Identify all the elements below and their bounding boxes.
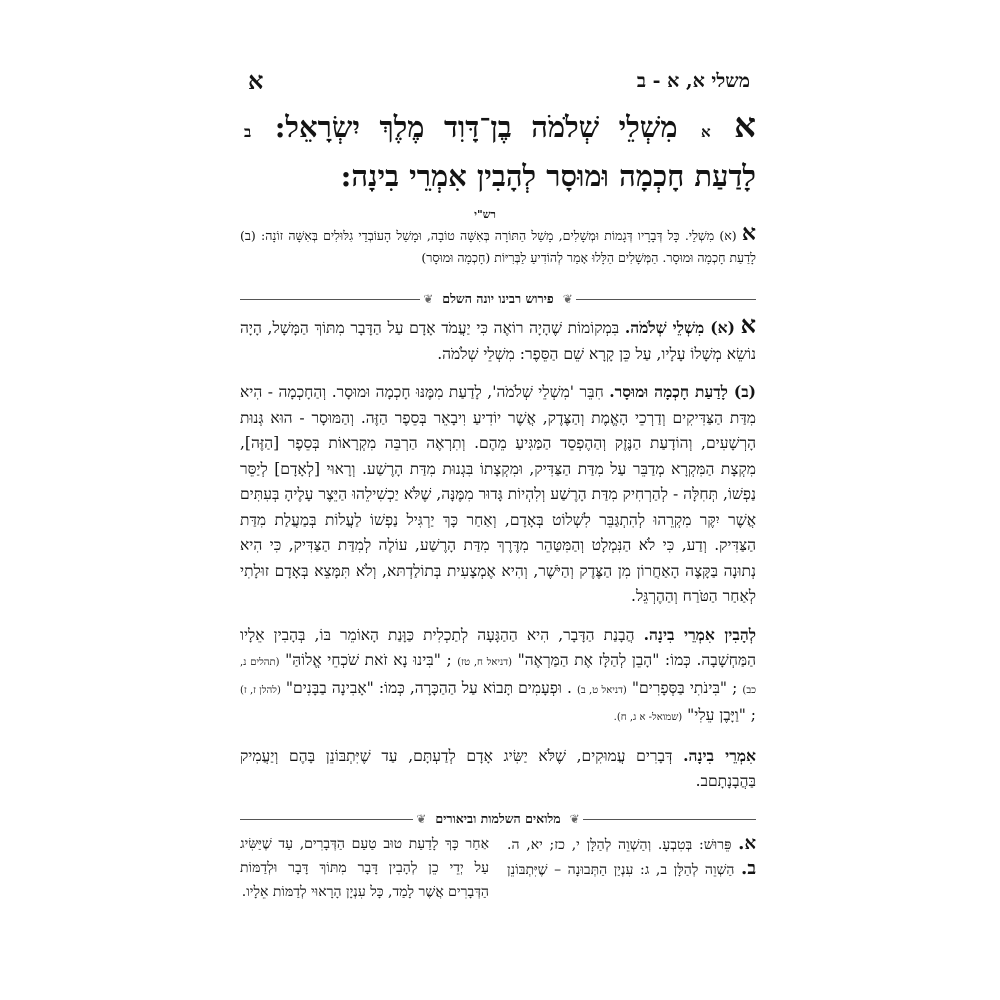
paragraph-text: ; "וַיָּבֶן עֵלִי"	[687, 706, 756, 724]
source-citation: (דניאל ט, ב)	[576, 684, 627, 696]
yona-paragraph-3	[240, 622, 756, 731]
page-letter: א	[248, 66, 264, 95]
notes-section-title: מלואים השלמות וביאורים	[429, 811, 566, 827]
verse-2-marker: ב	[244, 123, 252, 141]
verse-block	[240, 104, 756, 198]
source-citation: (תהלים נ, כב)	[240, 657, 757, 696]
ornament-icon: ❦	[562, 292, 573, 306]
source-citation: (להלן ז, ז)	[240, 684, 281, 696]
verse-1-marker: א	[701, 123, 711, 141]
rashi-text: (א) מִשְׁלֵי. כָּל דְּבָרָיו דְּגָמוֹת וּמְשָׁלִים, מָשַׁל הַתּוֹרָה בְּאִשָּׁה טוֹבָה, וּמָשַׁל הָעוֹבְדֵי גִלּוּלִים בְּאִשָּׁה זוֹנָה: (ב) לָדַעַת חָכְמָה וּמוּסָר. הַמְּשָׁלִים הַלָּלוּ אָמַר לְהוֹדִיעַ לַבְּרִיּוֹת (חָכְמָה וּמוּסָר)	[240, 228, 756, 265]
yona-paragraph-1	[240, 312, 756, 367]
verse-2-text: לָדַעַת חָכְמָה וּמוּסָר לְהָבִין אִמְרֵי בִינָה:	[340, 159, 756, 193]
paragraph-text: ; "בִּינֹתִי בַּסְּפָרִים"	[631, 678, 738, 697]
paragraph-text: הֲבָנַת הַדָּבָר, הִיא הַהַגָּעָה לְתַכְלִית כַּוָּנַת הָאוֹמֵר בּוֹ, בְּהָבִין אֵלָיו הַמַּחְשָׁבָה. כְּמוֹ: "הָבֵן לְהַלָּז אֶת הַמַּרְאֶה"	[240, 625, 757, 669]
divider-line	[583, 819, 756, 820]
yona-paragraph-4	[240, 743, 756, 795]
notes-block	[240, 832, 756, 904]
note-a-text: פֵּרוּשׁ: בְּטִבְעָ. וְהַשְׁוֵה לְהַלָּן י, כז; יא, ה.	[507, 837, 732, 853]
chapter-letter: א	[734, 106, 756, 146]
yona-chapter-letter: א	[740, 310, 756, 339]
dibbur-hamatchil: (ב) לָדַעַת חָכְמָה וּמוּסָר.	[609, 382, 757, 401]
paragraph-text: דְּבָרִים עֲמוּקִים, שֶׁלֹּא יַשִּׂיג אָדָם לְדַעְתָּם, עַד שֶׁיִּתְבּוֹנֵן בָּהֶם וְיַעֲמִיק בַּהֲבָנָתָםב.	[240, 746, 756, 790]
paragraph-text: חִבֵּר 'מִשְׁלֵי שְׁלֹמֹה', לָדַעַת מִמֶּנּוּ חָכְמָה וּמוּסָר. וְהַחָכְמָה - הִיא מִדַּת הַצַּדִּיקִים וְדַרְכֵי הָאֱמֶת וְהַצֶּדֶק, אֲשֶׁר יוֹדִיעַ וִיבָאֵר בְּסֵפֶר הַזֶּה. וְהַמּוּסָר - הוּא גְּנוּת הָרְשָׁעִים, וְהוֹדָעַת הַנֶּזֶק וְהַהֶפְסֵד הַמַּגִּיעַ מֵהֶם. וְתִרְאֶה הַרְבֵּה מִקְרָאוֹת בְּסֵפֶר [הַזֶּה], מִקְצָת הַמִּקְרָא מְדַבֵּר עַל מִדַּת הַצַּדִּיק, וּמִקְצָתוֹ בִּגְנוּת מִדַּת הָרֶשַׁע. וְרָאוּי [לְאָדָם] לְיַסֵּר נַפְשׁוֹ, תְּחִלָּה - לְהַרְחִיק מִדַּת הָרֶשַׁע וְלִהְיוֹת גָּדוּר מִמֶּנָּה, שֶׁלֹּא יַכְשִׁילֵהוּ הַיֵּצֶר עָלֶיהָ בְּעִתִּים אֲשֶׁר יִקֶּר מִקְרֵהוּ לְהִתְגַּבֵּר לִשְׁלוֹט בְּאָדָם, וְאַחַר כָּךְ יַרְגִּיל נַפְשׁוֹ לַעֲלוֹת בְּמַעֲלַת מִדַּת הַצַּדִּיק. וְדַע, כִּי לֹא הַנִּמְלָט וְהַמִּטַּהֵר מִדֶּרֶךְ מִדַּת הָרֶשַׁע, עוֹלֶה לְמִדַּת הַצַּדִּיק, כִּי הִיא נְתוּנָה בַּקָּצֶה הָאַחֲרוֹן מִן הַצֶּדֶק וְהַיֹּשֶׁר, וְהִיא אֶמְצָעִית בְּתוֹלַדְתּא, וְלֹא תִּמָּצֵא בְּאָדָם זוּלָתִי לְאַחַר הַטֹּרַח וְהַהֶרְגֵּל.	[240, 383, 756, 605]
dibbur-hamatchil: אִמְרֵי בִינָה.	[683, 745, 756, 765]
rashi-chapter-letter: א	[741, 220, 756, 246]
verse-1-text: מִשְׁלֵי שְׁלֹמֹה בֶן־דָּוִד מֶלֶךְ יִשְׂרָאֵל:	[274, 110, 678, 144]
yona-commentary	[240, 312, 756, 807]
note-b-text: הַשְׁוֵה לְהַלָּן ב, ג: עִנְיַן הַתְּבוּנָה – שֶׁיִּתְבּוֹנֵן אַחַר כָּךְ לָדַעַת טוּב טַעַם הַדְּבָרִים, עַד שֶׁיַּשִּׂיג עַל יְדֵי כֵן לְהָבִין דָּבָר מִתּוֹךְ דָּבָר וּלְדַמּוֹת הַדְּבָרִים אֲשֶׁר לָמַד, כָּל עִנְיָן הָרָאוּי לְדַמּוֹת אֵלָיו.	[240, 836, 735, 900]
ornament-icon: ❦	[569, 812, 580, 826]
divider-line	[240, 819, 413, 820]
ornament-icon: ❦	[423, 292, 434, 306]
running-title: משלי א, א - ב	[636, 70, 750, 92]
paragraph-text: . וּפְעָמִים תָּבוֹא עַל הַהַכָּרָה, כְּמוֹ: "אָבִינָה בַבָּנִים"	[285, 678, 572, 697]
note-b-letter: ב.	[741, 858, 756, 879]
yona-section-title: פירוש רבינו יונה השלם	[436, 291, 559, 307]
rashi-heading: רש"י	[474, 208, 496, 221]
source-citation: (שמואל- א ג, ח).	[613, 712, 683, 723]
yona-section-divider	[240, 290, 756, 308]
ornament-icon: ❦	[416, 812, 427, 826]
paragraph-text: בִּמְקוֹמוֹת שֶׁהָיָה רוֹאֶה כִּי יַעֲמֹד אָדָם עַל הַדָּבָר מִתּוֹךְ הַמָּשָׁל, הָיָה נוֹשֵׂא מְשָׁלוֹ עָלָיו, עַל כֵּן קָרָא שֵׁם הַסֵּפֶר: מִשְׁלֵי שְׁלֹמֹה.	[240, 319, 756, 363]
divider-line	[576, 299, 756, 300]
divider-line	[240, 299, 420, 300]
dibbur-hamatchil: (א) מִשְׁלֵי שְׁלֹמֹה.	[624, 318, 735, 337]
yona-paragraph-2	[240, 379, 756, 610]
paragraph-text: ; "בִּינוּ נָא זֹאת שֹׁכְחֵי אֱלוֹהַּ"	[285, 651, 452, 669]
dibbur-hamatchil: לְהָבִין אִמְרֵי בִינָה.	[643, 624, 756, 644]
rashi-commentary	[240, 222, 756, 269]
source-citation: (דניאל ח, טז)	[457, 657, 513, 668]
notes-section-divider	[240, 810, 756, 828]
note-a-letter: א.	[738, 833, 756, 854]
